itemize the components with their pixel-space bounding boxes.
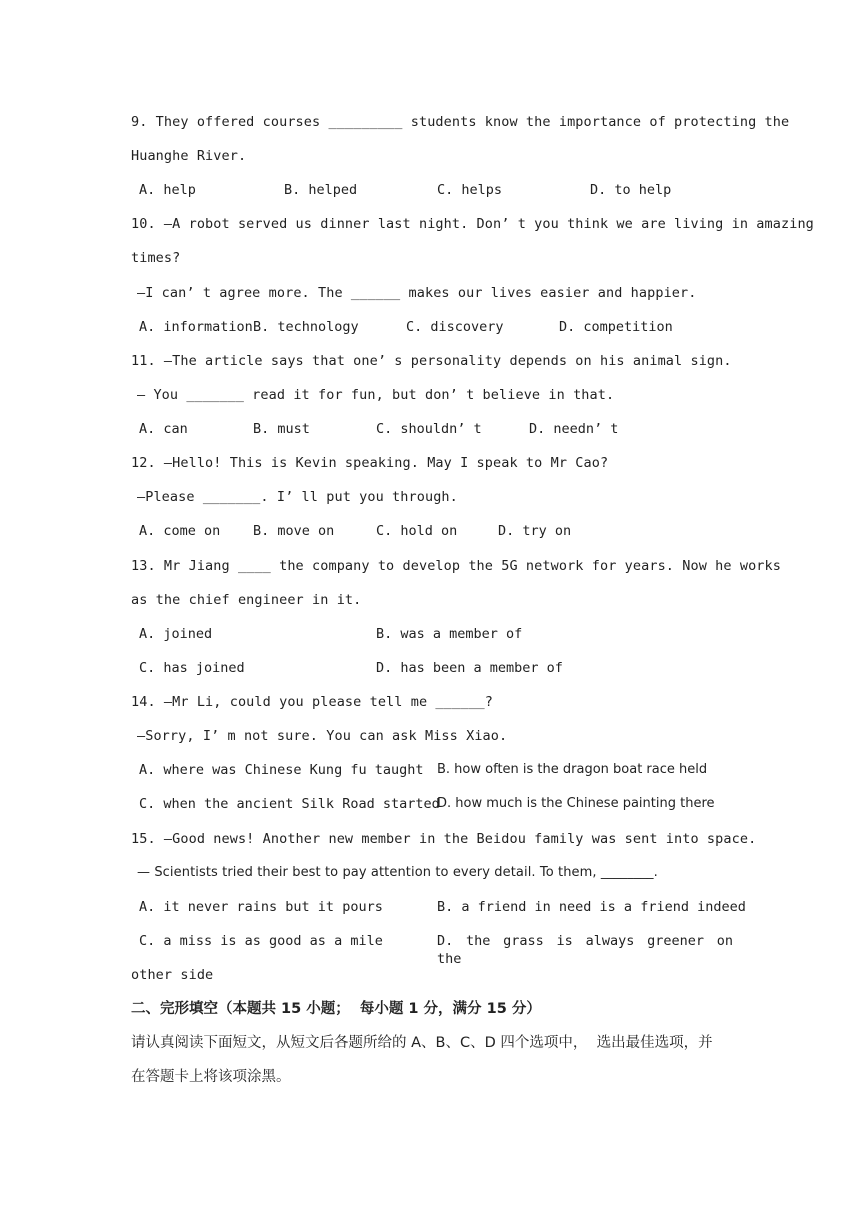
q9-option-a: A. help xyxy=(139,182,196,198)
q10-option-d: D. competition xyxy=(559,319,673,335)
q9-stem-line1: 9. They offered courses _________ students know the importance of protecting the xyxy=(131,114,790,130)
section-title: 二、完形填空（本题共 15 小题； 每小题 1 分，满分 15 分） xyxy=(131,1001,541,1017)
q14-option-a: A. where was Chinese Kung fu taught xyxy=(139,762,424,778)
q15-option-c: C. a miss is as good as a mile xyxy=(139,933,383,949)
q15-option-d: D. the grass is always greener on the xyxy=(437,933,733,967)
q9-option-b: B. helped xyxy=(284,182,358,198)
q11-option-c: C. shouldn’ t xyxy=(376,421,482,437)
q12-stem: 12. —Hello! This is Kevin speaking. May I speak to Mr Cao? xyxy=(131,455,609,471)
q9-option-c: C. helps xyxy=(437,182,503,198)
q15-reply: — Scientists tried their best to pay attention to every detail. To them, ________. xyxy=(137,865,658,880)
q14-option-c: C. when the ancient Silk Road started xyxy=(139,796,440,812)
q13-stem-line1: 13. Mr Jiang ____ the company to develop the 5G network for years. Now he works xyxy=(131,558,781,574)
q14-option-d: D. how much is the Chinese painting there xyxy=(437,796,715,811)
q14-reply: —Sorry, I’ m not sure. You can ask Miss Xiao. xyxy=(137,728,508,744)
q9-option-d: D. to help xyxy=(590,182,672,198)
q10-option-a: A. information xyxy=(139,319,253,335)
q13-option-d: D. has been a member of xyxy=(376,660,563,676)
q11-option-b: B. must xyxy=(253,421,310,437)
q14-option-b: B. how often is the dragon boat race held xyxy=(437,762,708,777)
q13-option-a: A. joined xyxy=(139,626,213,642)
q15-stem: 15. —Good news! Another new member in the Beidou family was sent into space. xyxy=(131,831,757,847)
q13-option-b: B. was a member of xyxy=(376,626,523,642)
section-instructions-line2: 在答题卡上将该项涂黑。 xyxy=(131,1069,291,1085)
q13-stem-line2: as the chief engineer in it. xyxy=(131,592,362,608)
q15-option-b: B. a friend in need is a friend indeed xyxy=(437,899,746,915)
q12-reply: —Please _______. I’ ll put you through. xyxy=(137,489,458,505)
q12-option-d: D. try on xyxy=(498,523,572,539)
q12-option-c: C. hold on xyxy=(376,523,458,539)
q15-option-d-cont: other side xyxy=(131,967,214,983)
q15-option-a: A. it never rains but it pours xyxy=(139,899,383,915)
q13-option-c: C. has joined xyxy=(139,660,245,676)
q10-reply: —I can’ t agree more. The ______ makes our lives easier and happier. xyxy=(137,285,697,301)
q12-option-b: B. move on xyxy=(253,523,335,539)
section-instructions-line1: 请认真阅读下面短文，从短文后各题所给的 A、B、C、D 四个选项中， 选出最佳选项，并 xyxy=(131,1035,713,1051)
q11-option-d: D. needn’ t xyxy=(529,421,619,437)
q11-stem: 11. —The article says that one’ s personality depends on his animal sign. xyxy=(131,353,732,369)
q11-reply: — You _______ read it for fun, but don’ t believe in that. xyxy=(137,387,615,403)
q9-stem-line2: Huanghe River. xyxy=(131,148,247,164)
q11-option-a: A. can xyxy=(139,421,188,437)
q12-option-a: A. come on xyxy=(139,523,221,539)
q14-stem: 14. —Mr Li, could you please tell me ______? xyxy=(131,694,494,710)
q10-stem-line2: times? xyxy=(131,250,181,266)
q10-stem-line1: 10. —A robot served us dinner last night. Don’ t you think we are living in amazing xyxy=(131,216,814,232)
q10-option-b: B. technology xyxy=(253,319,359,335)
q10-option-c: C. discovery xyxy=(406,319,504,335)
